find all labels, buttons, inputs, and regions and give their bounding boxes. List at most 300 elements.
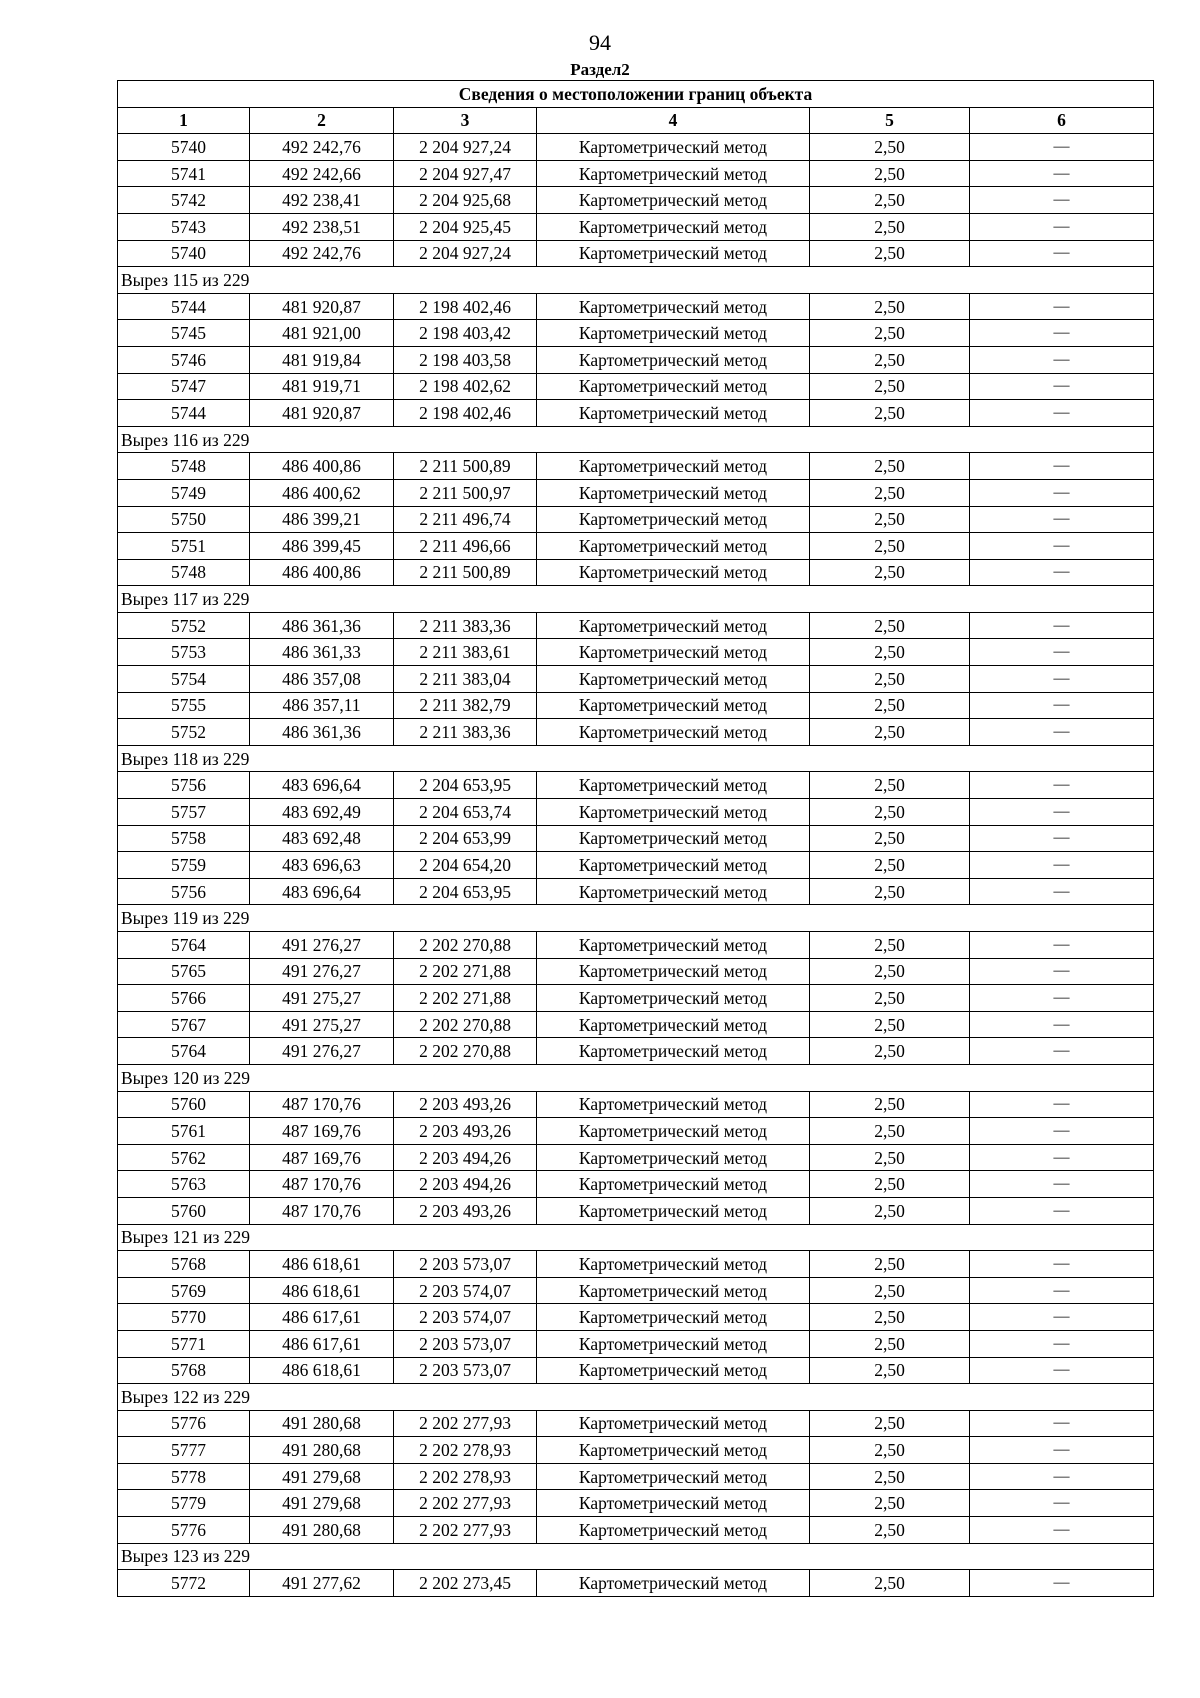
table-row [118,373,1154,400]
table-row [118,1330,1154,1357]
table-cell: — [970,1251,1154,1278]
table-cell: 5764 [118,1038,250,1065]
page-number: 94 [589,30,611,55]
table-cell: 2 202 277,93 [394,1490,537,1517]
table-cell: 5761 [118,1118,250,1145]
cutout-subheader-row [118,1064,1154,1091]
table-cell: 2 203 573,07 [394,1330,537,1357]
table-cell: 2 203 494,26 [394,1144,537,1171]
table-cell: 2 202 277,93 [394,1410,537,1437]
table-cell: 2,50 [810,453,970,480]
table-row [118,612,1154,639]
table-cell: — [970,373,1154,400]
table-cell: 2 203 494,26 [394,1171,537,1198]
table-cell: Картометрический метод [537,666,810,693]
table-cell: 5768 [118,1357,250,1384]
table-cell: 5751 [118,533,250,560]
table-cell: 2 198 402,62 [394,373,537,400]
table-cell: 2,50 [810,1038,970,1065]
table-cell: 5758 [118,825,250,852]
table-cell: 2 198 403,42 [394,320,537,347]
table-cell: 2,50 [810,612,970,639]
table-cell: 2 204 653,95 [394,878,537,905]
table-cell: Картометрический метод [537,612,810,639]
table-cell: — [970,1011,1154,1038]
table-row [118,1144,1154,1171]
table-row [118,134,1154,161]
cutout-subheader-row [118,426,1154,453]
column-header: 6 [970,107,1154,134]
table-cell: 2 202 270,88 [394,932,537,959]
table-row [118,1357,1154,1384]
table-cell: 491 275,27 [250,1011,394,1038]
table-cell: — [970,213,1154,240]
table-cell: 483 696,63 [250,852,394,879]
table-cell: 2 204 927,47 [394,160,537,187]
table-cell: 2 204 653,74 [394,799,537,826]
table-row [118,1011,1154,1038]
table-cell: 2 204 927,24 [394,134,537,161]
table-cell: 2,50 [810,1304,970,1331]
table-cell: 2,50 [810,719,970,746]
table-row [118,932,1154,959]
table-cell: 2 211 383,36 [394,719,537,746]
table-row [118,852,1154,879]
table-cell: Картометрический метод [537,1091,810,1118]
table-row [118,1490,1154,1517]
table-cell: 5749 [118,479,250,506]
table-cell: 2 202 270,88 [394,1011,537,1038]
table-cell: 2 204 925,45 [394,213,537,240]
table-cell: — [970,479,1154,506]
cutout-label: Вырез 119 из 229 [118,905,1154,932]
table-cell: 5776 [118,1517,250,1544]
cutout-subheader-row [118,267,1154,294]
table-cell: 2 211 383,04 [394,666,537,693]
table-cell: 5769 [118,1277,250,1304]
table-cell: 5748 [118,559,250,586]
table-cell: 2 198 402,46 [394,400,537,427]
table-cell: — [970,958,1154,985]
table-cell: — [970,187,1154,214]
table-cell: 2,50 [810,506,970,533]
table-cell: 491 280,68 [250,1410,394,1437]
table-cell: Картометрический метод [537,719,810,746]
table-cell: Картометрический метод [537,240,810,267]
table-cell: 5754 [118,666,250,693]
table-cell: 492 238,51 [250,213,394,240]
table-cell: Картометрический метод [537,852,810,879]
table-cell: 2,50 [810,878,970,905]
table-cell: 492 238,41 [250,187,394,214]
table-cell: 486 617,61 [250,1330,394,1357]
table-cell: 5765 [118,958,250,985]
table-cell: 5766 [118,985,250,1012]
table-row [118,1038,1154,1065]
table-cell: 5743 [118,213,250,240]
table-cell: 486 361,36 [250,719,394,746]
table-cell: — [970,719,1154,746]
table-cell: 2,50 [810,1517,970,1544]
table-cell: 486 617,61 [250,1304,394,1331]
table-cell: Картометрический метод [537,187,810,214]
table-cell: 487 170,76 [250,1197,394,1224]
table-cell: 486 400,62 [250,479,394,506]
table-row [118,1197,1154,1224]
table-cell: — [970,852,1154,879]
boundary-table-wrapper [117,80,1153,1597]
table-cell: — [970,506,1154,533]
table-row [118,346,1154,373]
table-row [118,1517,1154,1544]
table-cell: — [970,772,1154,799]
table-cell: Картометрический метод [537,213,810,240]
table-row [118,293,1154,320]
table-cell: 2,50 [810,1091,970,1118]
table-cell: 486 399,45 [250,533,394,560]
table-cell: — [970,612,1154,639]
table-cell: 486 357,08 [250,666,394,693]
table-cell: — [970,932,1154,959]
table-cell: Картометрический метод [537,1011,810,1038]
table-cell: 5740 [118,134,250,161]
table-cell: 483 696,64 [250,772,394,799]
table-cell: 5776 [118,1410,250,1437]
table-cell: Картометрический метод [537,1251,810,1278]
table-cell: — [970,1490,1154,1517]
table-cell: 492 242,76 [250,240,394,267]
cutout-subheader-row [118,1384,1154,1411]
table-cell: 487 169,76 [250,1118,394,1145]
table-cell: Картометрический метод [537,932,810,959]
table-cell: 2,50 [810,479,970,506]
section-title: Раздел2 [570,60,630,79]
table-cell: 2 202 277,93 [394,1517,537,1544]
table-cell: 481 921,00 [250,320,394,347]
table-cell: 2,50 [810,1330,970,1357]
table-cell: Картометрический метод [537,320,810,347]
table-cell: 2,50 [810,1011,970,1038]
table-row [118,639,1154,666]
table-cell: 2 203 493,26 [394,1091,537,1118]
table-cell: 5744 [118,293,250,320]
table-cell: — [970,878,1154,905]
table-cell: Картометрический метод [537,878,810,905]
table-cell: 5752 [118,719,250,746]
table-cell: 5756 [118,772,250,799]
table-row [118,1277,1154,1304]
table-cell: 5753 [118,639,250,666]
table-cell: Картометрический метод [537,134,810,161]
table-cell: 5757 [118,799,250,826]
cutout-label: Вырез 123 из 229 [118,1543,1154,1570]
table-row [118,187,1154,214]
table-cell: Картометрический метод [537,1038,810,1065]
table-cell: 491 276,27 [250,1038,394,1065]
table-cell: 2,50 [810,692,970,719]
table-cell: 2,50 [810,1437,970,1464]
table-cell: 491 276,27 [250,932,394,959]
table-cell: 2,50 [810,1171,970,1198]
cutout-label: Вырез 120 из 229 [118,1064,1154,1091]
table-cell: 2,50 [810,187,970,214]
table-cell: 2 203 574,07 [394,1277,537,1304]
table-cell: — [970,240,1154,267]
table-row [118,160,1154,187]
table-cell: 2 211 500,97 [394,479,537,506]
table-cell: 5752 [118,612,250,639]
table-row [118,240,1154,267]
table-cell: 2,50 [810,639,970,666]
table-cell: Картометрический метод [537,985,810,1012]
table-cell: — [970,346,1154,373]
table-cell: — [970,985,1154,1012]
table-row [118,1091,1154,1118]
table-row [118,559,1154,586]
table-cell: — [970,160,1154,187]
table-cell: 5768 [118,1251,250,1278]
table-cell: 2,50 [810,240,970,267]
table-cell: 5741 [118,160,250,187]
table-cell: 5740 [118,240,250,267]
table-cell: 5746 [118,346,250,373]
column-header: 4 [537,107,810,134]
table-cell: — [970,639,1154,666]
table-cell: 2,50 [810,559,970,586]
cutout-label: Вырез 116 из 229 [118,426,1154,453]
table-cell: 486 361,36 [250,612,394,639]
table-cell: 5771 [118,1330,250,1357]
cutout-subheader-row [118,1224,1154,1251]
table-cell: 2,50 [810,1410,970,1437]
table-cell: 2,50 [810,1251,970,1278]
table-row [118,506,1154,533]
table-cell: 2,50 [810,852,970,879]
table-cell: — [970,1304,1154,1331]
table-cell: 2,50 [810,1490,970,1517]
table-cell: 2,50 [810,320,970,347]
table-cell: 2,50 [810,293,970,320]
table-cell: Картометрический метод [537,160,810,187]
table-row [118,985,1154,1012]
table-cell: 2 211 383,61 [394,639,537,666]
cutout-subheader-row [118,1543,1154,1570]
table-cell: Картометрический метод [537,559,810,586]
cutout-subheader-row [118,745,1154,772]
table-cell: 2 211 383,36 [394,612,537,639]
cutout-label: Вырез 118 из 229 [118,745,1154,772]
table-cell: 5762 [118,1144,250,1171]
table-cell: Картометрический метод [537,1330,810,1357]
table-cell: 2 211 500,89 [394,453,537,480]
table-cell: 487 170,76 [250,1091,394,1118]
table-row [118,453,1154,480]
table-cell: 491 280,68 [250,1437,394,1464]
table-cell: Картометрический метод [537,1357,810,1384]
table-cell: 2 211 496,74 [394,506,537,533]
table-cell: 2 211 382,79 [394,692,537,719]
table-cell: 486 399,21 [250,506,394,533]
cutout-label: Вырез 117 из 229 [118,586,1154,613]
table-cell: 2 202 278,93 [394,1437,537,1464]
table-row [118,878,1154,905]
table-cell: Картометрический метод [537,1197,810,1224]
table-cell: Картометрический метод [537,346,810,373]
table-cell: 491 279,68 [250,1463,394,1490]
column-header-row [118,107,1154,134]
table-cell: 2 198 403,58 [394,346,537,373]
table-cell: 2 211 496,66 [394,533,537,560]
table-cell: — [970,692,1154,719]
table-cell: Картометрический метод [537,1277,810,1304]
table-row [118,320,1154,347]
column-header: 3 [394,107,537,134]
table-cell: 2,50 [810,1277,970,1304]
table-cell: Картометрический метод [537,1171,810,1198]
table-cell: 2,50 [810,1570,970,1597]
table-cell: 486 357,11 [250,692,394,719]
column-header: 2 [250,107,394,134]
table-cell: Картометрический метод [537,533,810,560]
table-cell: Картометрический метод [537,453,810,480]
table-cell: — [970,1410,1154,1437]
table-cell: Картометрический метод [537,1410,810,1437]
table-cell: — [970,559,1154,586]
table-cell: 492 242,76 [250,134,394,161]
table-row [118,1410,1154,1437]
table-row [118,1171,1154,1198]
table-cell: 5745 [118,320,250,347]
table-cell: 486 618,61 [250,1251,394,1278]
table-row [118,692,1154,719]
table-cell: 5760 [118,1197,250,1224]
table-cell: 2,50 [810,1144,970,1171]
table-cell: 2,50 [810,1197,970,1224]
table-row [118,719,1154,746]
cutout-label: Вырез 122 из 229 [118,1384,1154,1411]
table-row [118,666,1154,693]
table-cell: 483 692,49 [250,799,394,826]
table-cell: 2,50 [810,1118,970,1145]
table-cell: 483 696,64 [250,878,394,905]
table-cell: 2 204 925,68 [394,187,537,214]
table-cell: Картометрический метод [537,799,810,826]
table-cell: 2 204 653,99 [394,825,537,852]
table-cell: 5748 [118,453,250,480]
table-row [118,400,1154,427]
table-cell: — [970,320,1154,347]
table-cell: Картометрический метод [537,1304,810,1331]
table-cell: 2,50 [810,533,970,560]
table-cell: 2,50 [810,772,970,799]
table-cell: — [970,666,1154,693]
table-row [118,958,1154,985]
table-cell: 491 275,27 [250,985,394,1012]
table-cell: 2 202 273,45 [394,1570,537,1597]
table-cell: 481 920,87 [250,400,394,427]
table-cell: 5764 [118,932,250,959]
table-cell: — [970,533,1154,560]
table-cell: 2 203 574,07 [394,1304,537,1331]
table-row [118,533,1154,560]
table-cell: — [970,1277,1154,1304]
table-caption: Сведения о местоположении границ объекта [118,81,1154,108]
table-cell: 5747 [118,373,250,400]
table-cell: 2,50 [810,373,970,400]
table-cell: 5778 [118,1463,250,1490]
table-cell: 5777 [118,1437,250,1464]
table-cell: 2,50 [810,932,970,959]
table-cell: Картометрический метод [537,692,810,719]
table-cell: Картометрический метод [537,1144,810,1171]
table-cell: 2,50 [810,825,970,852]
table-cell: 2 203 493,26 [394,1197,537,1224]
table-cell: — [970,825,1154,852]
table-cell: 487 170,76 [250,1171,394,1198]
table-cell: Картометрический метод [537,825,810,852]
table-cell: Картометрический метод [537,506,810,533]
table-cell: Картометрический метод [537,1463,810,1490]
table-cell: Картометрический метод [537,1517,810,1544]
table-cell: 2 202 271,88 [394,985,537,1012]
table-cell: 5767 [118,1011,250,1038]
table-cell: 2,50 [810,213,970,240]
table-row [118,213,1154,240]
table-cell: Картометрический метод [537,1490,810,1517]
table-cell: 2 202 278,93 [394,1463,537,1490]
cutout-subheader-row [118,586,1154,613]
table-cell: 481 920,87 [250,293,394,320]
table-row [118,825,1154,852]
table-cell: 2,50 [810,958,970,985]
table-cell: — [970,1463,1154,1490]
table-row [118,1437,1154,1464]
table-cell: 491 277,62 [250,1570,394,1597]
table-cell: Картометрический метод [537,293,810,320]
table-row [118,1251,1154,1278]
column-header: 5 [810,107,970,134]
table-row [118,1463,1154,1490]
table-cell: Картометрический метод [537,772,810,799]
boundary-coordinates-table [117,80,1154,1597]
table-cell: 5742 [118,187,250,214]
cutout-label: Вырез 121 из 229 [118,1224,1154,1251]
table-cell: 481 919,84 [250,346,394,373]
table-cell: — [970,799,1154,826]
table-cell: 5744 [118,400,250,427]
column-header: 1 [118,107,250,134]
table-cell: 5750 [118,506,250,533]
table-cell: 5763 [118,1171,250,1198]
table-cell: — [970,1118,1154,1145]
table-row [118,1304,1154,1331]
table-cell: 2 204 654,20 [394,852,537,879]
table-cell: — [970,1570,1154,1597]
table-cell: 481 919,71 [250,373,394,400]
cutout-subheader-row [118,905,1154,932]
table-cell: 2,50 [810,160,970,187]
table-cell: 2 204 927,24 [394,240,537,267]
table-cell: Картометрический метод [537,479,810,506]
table-row [118,799,1154,826]
table-cell: 486 361,33 [250,639,394,666]
table-row [118,1118,1154,1145]
table-cell: 486 618,61 [250,1357,394,1384]
table-cell: — [970,1197,1154,1224]
table-cell: — [970,1437,1154,1464]
table-cell: 2 211 500,89 [394,559,537,586]
table-cell: 2,50 [810,1357,970,1384]
